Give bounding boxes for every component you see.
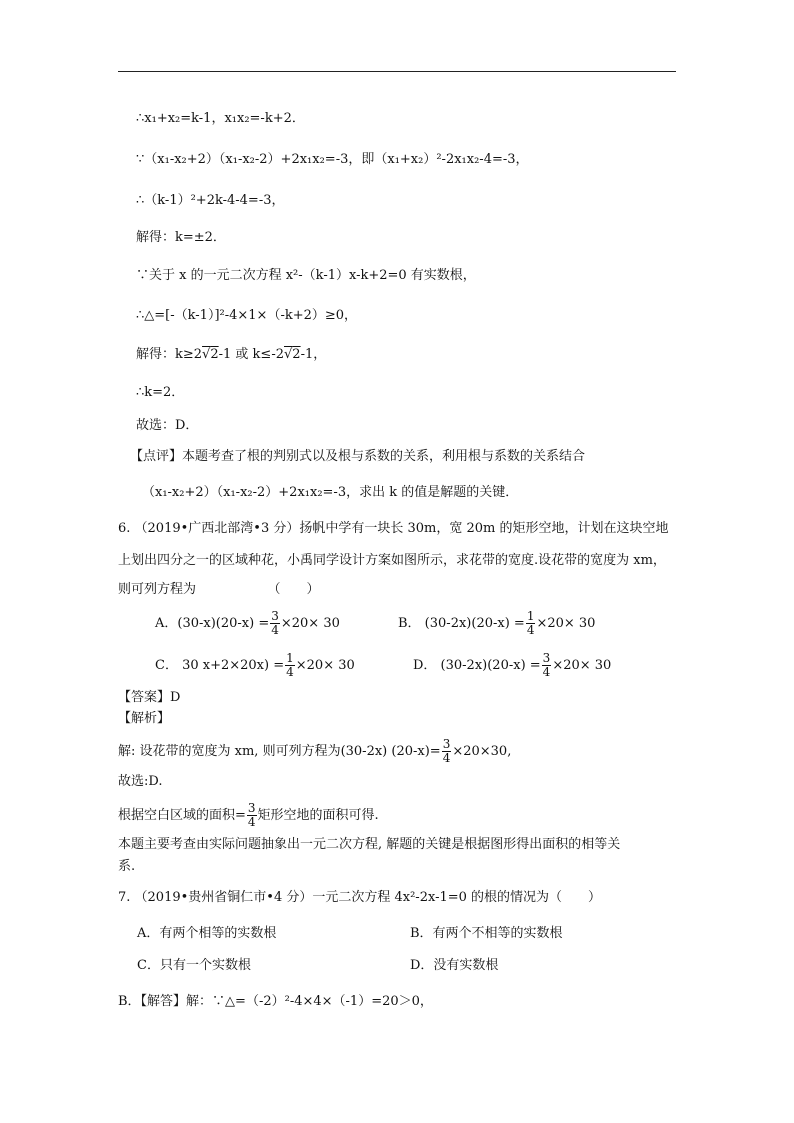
- solution-line-1: 解: 设花带的宽度为 xm, 则可列方程为(30-2x) (20-x)= $\frac{3}{4}$ ×20×30,: [118, 737, 512, 765]
- fraction: $\frac{3}{4}$: [271, 609, 279, 637]
- fraction: $\frac{3}{4}$: [442, 737, 451, 765]
- line-choice: 故选：D．: [136, 418, 199, 433]
- fraction: $\frac{1}{4}$: [286, 651, 294, 679]
- solution-line-3: 根据空白区域的面积= $\frac{3}{4}$ 矩形空地的面积可得.: [118, 801, 379, 829]
- line-k-result: ∴k=2．: [136, 385, 185, 400]
- answer-label: 【答案】D: [118, 690, 181, 705]
- q6-option-b: B． (30-2x)(20-x) = $\frac{1}{4}$ ×20× 30: [398, 609, 596, 637]
- q7-solution: B．【解答】解：∵△=（-2）²-4×4×（-1）=20＞0，: [118, 994, 433, 1009]
- fraction: $\frac{3}{4}$: [247, 801, 256, 829]
- q7-option-d: D．没有实数根: [410, 958, 499, 973]
- q6-stem-3: 则可列方程为 （ ）: [118, 582, 320, 597]
- q6-option-c: C． 30 x+2×20x) = $\frac{1}{4}$ ×20× 30: [155, 651, 355, 679]
- header-rule: [118, 71, 676, 72]
- sqrt-symbol-1: √2: [202, 347, 219, 362]
- range-text-2: -1 或 k≤-2: [218, 347, 284, 362]
- q7-option-a: A．有两个相等的实数根: [137, 926, 277, 941]
- fraction: $\frac{1}{4}$: [526, 609, 535, 637]
- line-condition: ∵关于 x 的一元二次方程 x²-（k-1）x-k+2=0 有实数根，: [136, 268, 476, 283]
- fraction: $\frac{3}{4}$: [542, 651, 551, 679]
- solution-line-4: 本题主要考查由实际问题抽象出一元二次方程, 解题的关键是根据图形得出面积的相等关: [118, 837, 621, 852]
- q6-stem-2: 上划出四分之一的区域种花，小禹同学设计方案如图所示，求花带的宽度.设花带的宽度为 xm，: [118, 553, 666, 568]
- q7-stem: 7. （2019•贵州省铜仁市•4 分）一元二次方程 4x²-2x-1=0 的根的情况为（ ）: [118, 890, 602, 905]
- sqrt-symbol-2: √2: [284, 347, 301, 362]
- line-given-equation: ∵（x₁-x₂+2）（x₁-x₂-2）+2x₁x₂=-3，即（x₁+x₂）²-2x₁x₂-4=-3，: [136, 152, 529, 167]
- comment-line-1: 【点评】本题考查了根的判别式以及根与系数的关系，利用根与系数的关系结合: [130, 449, 586, 464]
- range-text-3: -1，: [300, 347, 327, 362]
- q6-option-a: A．(30-x)(20-x) = $\frac{3}{4}$ ×20× 30: [155, 609, 340, 637]
- range-text-1: 解得：k≥2: [136, 347, 203, 362]
- solution-line-2: 故选:D.: [118, 774, 163, 789]
- line-solve-k: 解得：k=±2．: [136, 230, 226, 245]
- q6-stem-1: 6. （2019•广西北部湾•3 分）扬帆中学有一块长 30m，宽 20m 的矩形空地，计划在这块空地: [118, 521, 669, 536]
- analysis-label: 【解析】: [118, 711, 171, 726]
- q6-option-d: D． (30-2x)(20-x) = $\frac{3}{4}$ ×20× 30: [413, 651, 612, 679]
- line-discriminant: ∴△=[-（k-1）]²-4×1×（-k+2）≥0，: [136, 308, 358, 323]
- q7-option-c: C．只有一个实数根: [137, 958, 251, 973]
- line-substitution: ∴（k-1）²+2k-4-4=-3，: [136, 193, 285, 208]
- comment-line-2: （x₁-x₂+2）（x₁-x₂-2）+2x₁x₂=-3，求出 k 的值是解题的关键．: [142, 485, 519, 500]
- line-vieta: ∴x₁+x₂=k-1，x₁x₂=-k+2．: [136, 111, 305, 126]
- q7-option-b: B．有两个不相等的实数根: [410, 926, 563, 941]
- line-solve-range: [136, 347, 326, 363]
- solution-line-5: 系.: [118, 859, 136, 874]
